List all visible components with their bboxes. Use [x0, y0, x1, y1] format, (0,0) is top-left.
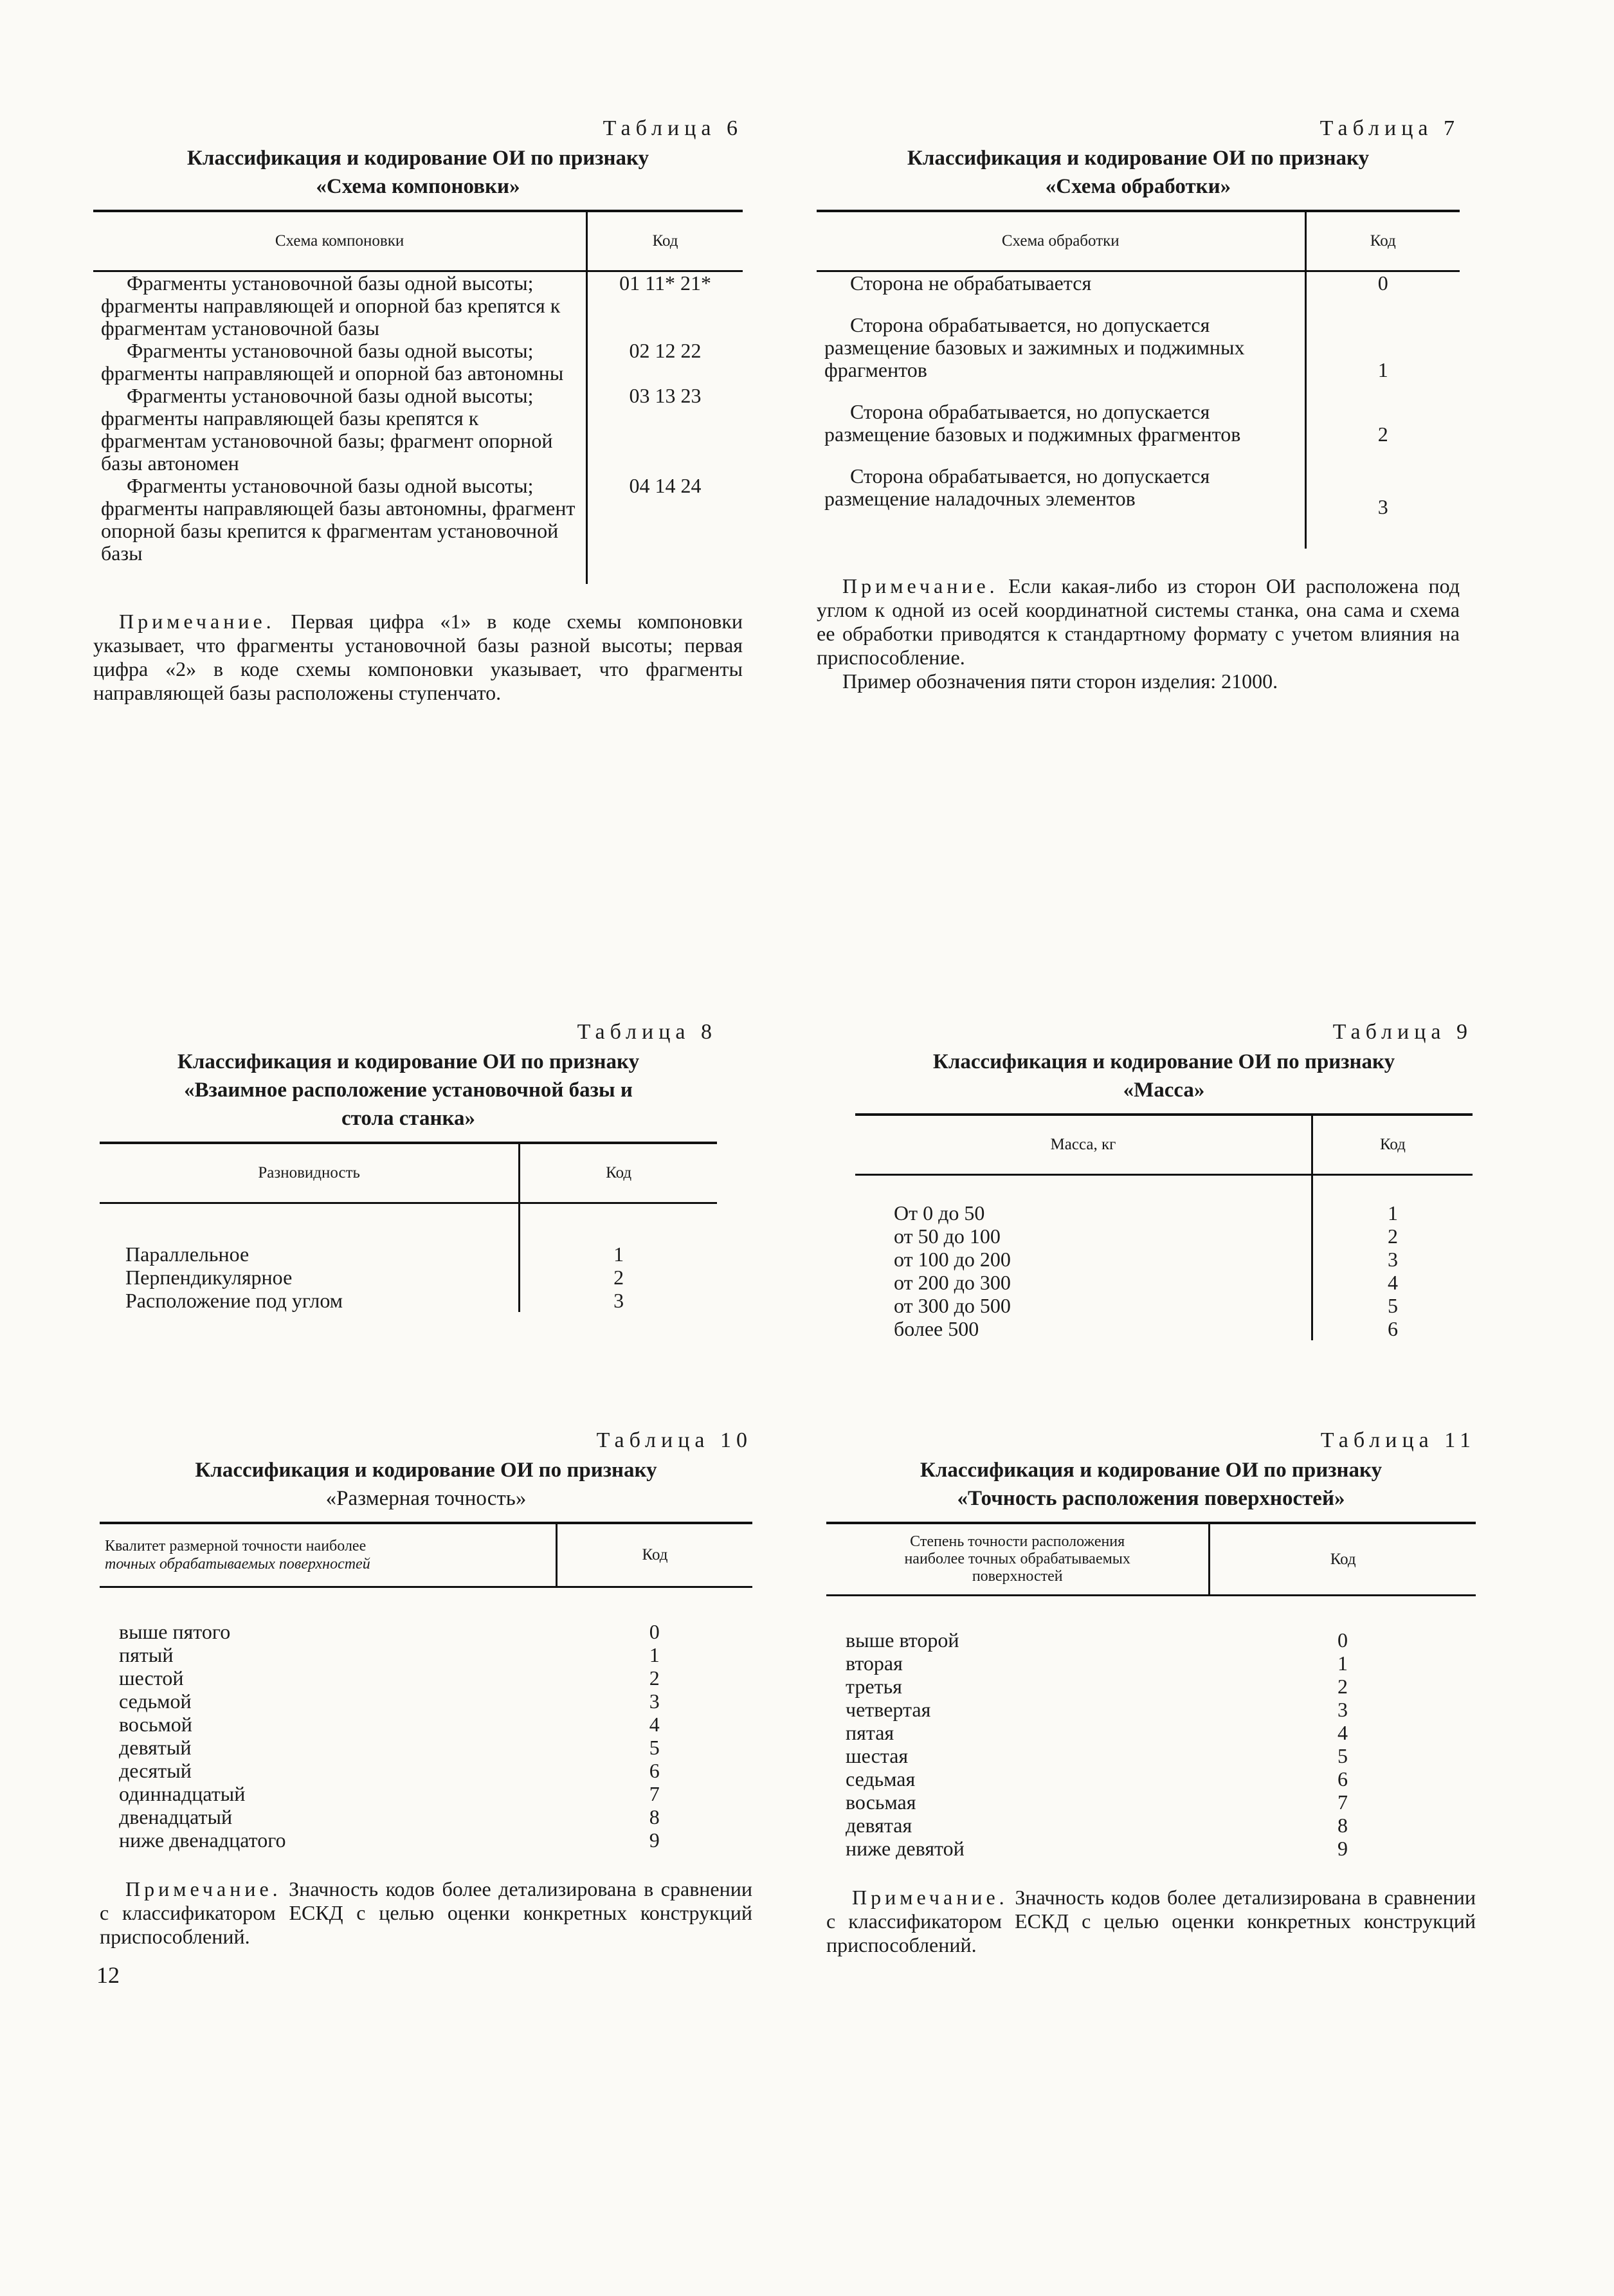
- table-7-desc: Сторона обрабатывается, но допускается размещение базовых и зажимных и поджимных фрагментов: [817, 314, 1305, 401]
- list-item: Параллельное: [125, 1243, 249, 1266]
- table-7-code: 3: [1377, 495, 1388, 518]
- table-7-desc: Сторона не обрабатывается: [817, 271, 1305, 314]
- list-item: шестая: [846, 1744, 909, 1767]
- table-11: [826, 1522, 1476, 1860]
- list-item: Перпендикулярное: [125, 1266, 293, 1289]
- list-item: 4: [1387, 1271, 1398, 1294]
- list-item: 3: [613, 1289, 624, 1312]
- table-9-block: [855, 1019, 1473, 1340]
- table-10-codes: [557, 1587, 753, 1852]
- table-9-number: Таблица 9: [1332, 1020, 1473, 1044]
- list-item: от 200 до 300: [894, 1271, 1011, 1294]
- table-10-col-code: Код: [557, 1523, 753, 1587]
- table-9-codes: [1312, 1175, 1473, 1341]
- list-item: вторая: [846, 1652, 903, 1675]
- list-item: 1: [1337, 1652, 1348, 1675]
- list-item: 9: [649, 1828, 660, 1852]
- table-row: [93, 475, 743, 584]
- table-6-number: Таблица 6: [603, 116, 743, 140]
- table-7-col-scheme: Схема обработки: [817, 211, 1305, 271]
- list-item: 6: [1337, 1767, 1348, 1790]
- table-row: [100, 1203, 717, 1313]
- list-item: 4: [1337, 1721, 1348, 1744]
- table-11-block: [826, 1428, 1476, 1957]
- table-6-desc: Фрагменты установочной базы одной высоты; фрагменты направляющей и опорной баз крепятся к фрагментам установочной базы: [93, 271, 587, 340]
- table-7-desc: Сторона обрабатывается, но допускается размещение наладочных элементов: [817, 465, 1305, 549]
- table-7-title: Классификация и кодирование ОИ по признаку «Схема обработки»: [907, 147, 1370, 198]
- table-8-col-kind: Разновидность: [100, 1143, 520, 1203]
- table-10-items: [100, 1587, 557, 1852]
- list-item: 3: [1337, 1698, 1348, 1721]
- table-7-col-code: Код: [1305, 211, 1460, 271]
- table-row: [817, 465, 1460, 549]
- list-item: восьмой: [119, 1713, 192, 1736]
- list-item: шестой: [119, 1666, 184, 1690]
- list-item: девятая: [846, 1814, 912, 1837]
- list-item: 2: [1387, 1225, 1398, 1248]
- list-item: 1: [649, 1643, 660, 1666]
- table-row: [817, 401, 1460, 465]
- table-11-title: Классификация и кодирование ОИ по признаку «Точность расположения поверхностей»: [920, 1459, 1383, 1510]
- list-item: от 300 до 500: [894, 1294, 1011, 1317]
- table-row: [817, 314, 1460, 401]
- table-10-col-quality: Квалитет размерной точности наиболее точных обрабатываемых поверхностей: [100, 1523, 557, 1587]
- table-7: [817, 210, 1460, 549]
- list-item: от 100 до 200: [894, 1248, 1011, 1271]
- list-item: четвертая: [846, 1698, 931, 1721]
- list-item: 4: [649, 1713, 660, 1736]
- list-item: 6: [649, 1759, 660, 1782]
- table-6-desc: Фрагменты установочной базы одной высоты; фрагменты направляющей базы автономны, фрагмент опорной базы крепится к фрагментам установочной базы: [93, 475, 587, 584]
- list-item: девятый: [119, 1736, 192, 1759]
- list-item: 2: [613, 1266, 624, 1289]
- table-row: [826, 1596, 1476, 1861]
- list-item: 7: [1337, 1790, 1348, 1814]
- table-6-col-scheme: Схема компоновки: [93, 211, 587, 271]
- table-10-number: Таблица 10: [596, 1428, 752, 1452]
- list-item: 5: [649, 1736, 660, 1759]
- list-item: восьмая: [846, 1790, 916, 1814]
- table-6-code: 03 13 23: [629, 384, 702, 407]
- table-9-items: [855, 1175, 1312, 1341]
- list-item: седьмой: [119, 1690, 192, 1713]
- list-item: двенадцатый: [119, 1805, 233, 1828]
- table-8-items: [100, 1203, 520, 1313]
- table-11-col-precision: Степень точности расположения наиболее точных обрабатываемых поверхностей: [826, 1523, 1210, 1596]
- list-item: 2: [1337, 1675, 1348, 1698]
- table-8-number: Таблица 8: [577, 1020, 717, 1044]
- list-item: третья: [846, 1675, 902, 1698]
- table-row: [100, 1587, 752, 1852]
- table-10-note: Примечание. Значность кодов более детализирована в сравнении с классификатором ЕСКД с целью оценки конкретных конструкций приспособлений.: [100, 1877, 753, 1948]
- list-item: 7: [649, 1782, 660, 1805]
- table-9-col-code: Код: [1312, 1115, 1473, 1175]
- list-item: десятый: [119, 1759, 192, 1782]
- list-item: 2: [649, 1666, 660, 1690]
- list-item: от 50 до 100: [894, 1225, 1001, 1248]
- table-row: [817, 271, 1460, 314]
- table-7-code: 2: [1377, 423, 1388, 446]
- list-item: ниже двенадцатого: [119, 1828, 286, 1852]
- list-item: выше второй: [846, 1628, 959, 1652]
- table-row: [855, 1175, 1473, 1341]
- table-9: [855, 1113, 1473, 1340]
- table-6-block: [93, 116, 743, 705]
- table-row: [93, 340, 743, 385]
- list-item: пятая: [846, 1721, 894, 1744]
- table-6-code: 04 14 24: [629, 474, 702, 497]
- list-item: 8: [649, 1805, 660, 1828]
- table-6-desc: Фрагменты установочной базы одной высоты; фрагменты направляющей и опорной баз автономны: [93, 340, 587, 385]
- table-8: [100, 1142, 717, 1312]
- list-item: одиннадцатый: [119, 1782, 246, 1805]
- table-10-title: Классификация и кодирование ОИ по признаку «Размерная точность»: [195, 1459, 657, 1510]
- list-item: 5: [1387, 1294, 1398, 1317]
- table-7-block: [817, 116, 1460, 693]
- table-11-items: [826, 1596, 1210, 1861]
- table-9-col-mass: Масса, кг: [855, 1115, 1312, 1175]
- list-item: седьмая: [846, 1767, 916, 1790]
- page-number: 12: [96, 1962, 120, 1988]
- table-10: [100, 1522, 752, 1852]
- list-item: 0: [1337, 1628, 1348, 1652]
- table-row: [93, 271, 743, 340]
- list-item: 9: [1337, 1837, 1348, 1860]
- table-11-col-code: Код: [1210, 1523, 1476, 1596]
- list-item: ниже девятой: [846, 1837, 965, 1860]
- table-6: [93, 210, 743, 584]
- table-7-number: Таблица 7: [1319, 116, 1460, 140]
- list-item: 1: [613, 1243, 624, 1266]
- table-8-codes: [520, 1203, 717, 1313]
- list-item: 0: [649, 1620, 660, 1643]
- table-6-note: Примечание. Первая цифра «1» в коде схемы компоновки указывает, что фрагменты установочной базы разной высоты; первая цифра «2» в коде схемы компоновки указывает, что фрагменты направляющей базы расположены ступенчато.: [93, 610, 743, 704]
- table-7-code: 0: [1377, 271, 1388, 295]
- list-item: выше пятого: [119, 1620, 231, 1643]
- table-9-title: Классификация и кодирование ОИ по признаку «Масса»: [932, 1050, 1395, 1102]
- list-item: более 500: [894, 1317, 979, 1340]
- list-item: 6: [1387, 1317, 1398, 1340]
- list-item: Расположение под углом: [125, 1289, 343, 1312]
- table-10-block: [100, 1428, 752, 1949]
- table-7-code: 1: [1377, 358, 1388, 381]
- table-11-number: Таблица 11: [1320, 1428, 1476, 1452]
- list-item: 3: [649, 1690, 660, 1713]
- table-row: [93, 385, 743, 475]
- list-item: От 0 до 50: [894, 1201, 985, 1225]
- table-8-block: [100, 1019, 717, 1312]
- table-6-desc: Фрагменты установочной базы одной высоты; фрагменты направляющей базы крепятся к фрагментам установочной базы; фрагмент опорной базы автономен: [93, 385, 587, 475]
- list-item: 1: [1387, 1201, 1398, 1225]
- table-6-code: 01 11* 21*: [619, 271, 711, 295]
- table-7-example: Пример обозначения пяти сторон изделия: 21000.: [842, 670, 1278, 693]
- table-11-codes: [1210, 1596, 1476, 1861]
- table-6-code: 02 12 22: [629, 339, 702, 362]
- table-8-title: Классификация и кодирование ОИ по признаку «Взаимное расположение установочной базы и стола станка»: [177, 1050, 640, 1130]
- table-11-note: Примечание. Значность кодов более детализирована в сравнении с классификатором ЕСКД с целью оценки конкретных конструкций приспособлений.: [826, 1886, 1476, 1956]
- table-8-col-code: Код: [520, 1143, 717, 1203]
- table-7-note: Примечание. Если какая-либо из сторон ОИ расположена под углом к одной из осей координатной системы станка, она сама и схема ее обработки приводятся к стандартному формату с учетом влияния на приспособление.: [817, 574, 1460, 669]
- list-item: 5: [1337, 1744, 1348, 1767]
- list-item: 8: [1337, 1814, 1348, 1837]
- list-item: пятый: [119, 1643, 174, 1666]
- list-item: 3: [1387, 1248, 1398, 1271]
- table-7-desc: Сторона обрабатывается, но допускается размещение базовых и поджимных фрагментов: [817, 401, 1305, 465]
- table-6-col-code: Код: [587, 211, 743, 271]
- table-6-title: Классификация и кодирование ОИ по признаку «Схема компоновки»: [186, 147, 649, 198]
